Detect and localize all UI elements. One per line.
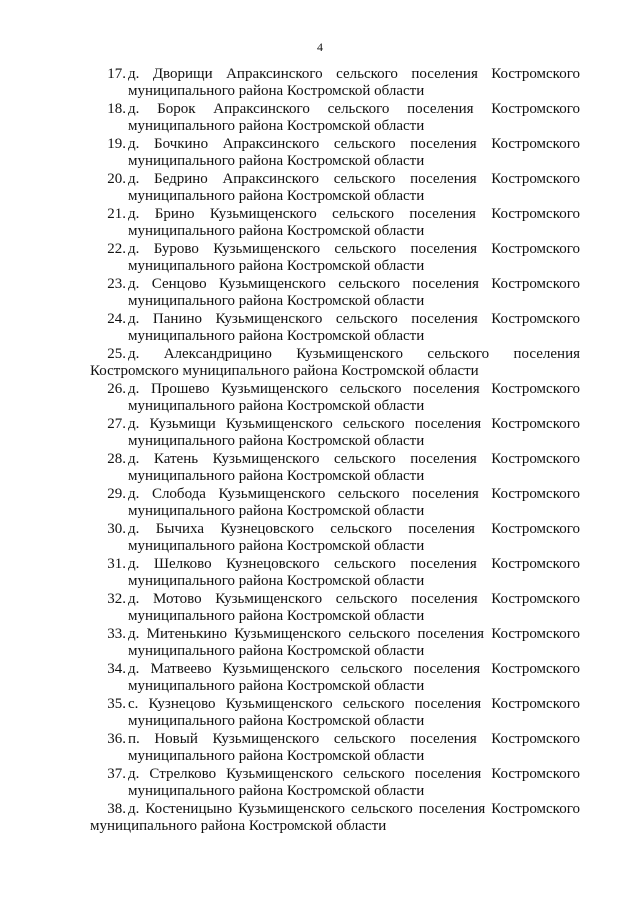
list-item (90, 731, 580, 764)
list-item (90, 766, 580, 799)
list-item-text: д. Мотово Кузьмищенского сельского поселения Костромского муниципального района Костромской области (128, 591, 580, 624)
list-item (90, 66, 580, 99)
list-item-number: 25. (107, 346, 126, 362)
list-item (90, 171, 580, 204)
list-item-number: 23. (107, 276, 126, 292)
list-item-text: д. Слобода Кузьмищенского сельского поселения Костромского муниципального района Костромской области (128, 486, 580, 519)
list-item-text: д. Бочкино Апраксинского сельского поселения Костромского муниципального района Костромской области (128, 136, 580, 169)
list-item-text: д. Брино Кузьмищенского сельского поселения Костромского муниципального района Костромской области (128, 206, 580, 239)
page-number: 4 (317, 40, 323, 54)
list-item-text: д. Бычиха Кузнецовского сельского поселения Костромского муниципального района Костромской области (128, 521, 580, 554)
list-item-number: 32. (107, 591, 126, 607)
list-item-text: с. Кузнецово Кузьмищенского сельского поселения Костромского муниципального района Костромской области (128, 696, 580, 729)
list-item-text: д. Дворищи Апраксинского сельского поселения Костромского муниципального района Костромской области (128, 66, 580, 99)
list-item-number: 35. (107, 696, 126, 712)
list-item-number: 33. (107, 626, 126, 642)
list-item-number: 37. (107, 766, 126, 782)
list-item (90, 311, 580, 344)
list-item-text: д. Борок Апраксинского сельского поселения Костромского муниципального района Костромской области (128, 101, 580, 134)
list-item-number: 28. (107, 451, 126, 467)
list-item (90, 206, 580, 239)
list-item (90, 451, 580, 484)
list-item (90, 486, 580, 519)
list-item-number: 29. (107, 486, 126, 502)
list-item-text: д. Панино Кузьмищенского сельского поселения Костромского муниципального района Костромской области (128, 311, 580, 344)
settlement-list (90, 66, 580, 836)
list-item (90, 276, 580, 309)
list-item-text: д. Катень Кузьмищенского сельского поселения Костромского муниципального района Костромской области (128, 451, 580, 484)
list-item-text: д. Сенцово Кузьмищенского сельского поселения Костромского муниципального района Костромской области (128, 276, 580, 309)
list-item-text: д. Бурово Кузьмищенского сельского поселения Костромского муниципального района Костромской области (128, 241, 580, 274)
list-item-number: 36. (107, 731, 126, 747)
list-item-text: д. Александрицино Кузьмищенского сельского поселения Костромского муниципального района Костромской области (90, 346, 580, 379)
list-item-text: д. Бедрино Апраксинского сельского поселения Костромского муниципального района Костромской области (128, 171, 580, 204)
list-item-text: д. Матвеево Кузьмищенского сельского поселения Костромского муниципального района Костромской области (128, 661, 580, 694)
list-item-number: 21. (107, 206, 126, 222)
list-item-text: д. Кузьмищи Кузьмищенского сельского поселения Костромского муниципального района Костромской области (128, 416, 580, 449)
list-item-number: 34. (107, 661, 126, 677)
list-item (90, 626, 580, 659)
list-item (90, 521, 580, 554)
list-item (90, 661, 580, 694)
list-item (90, 346, 580, 379)
list-item (90, 556, 580, 589)
list-item (90, 696, 580, 729)
list-item-text: д. Костеницыно Кузьмищенского сельского поселения Костромского муниципального района Костромской области (90, 801, 580, 834)
list-item-number: 19. (107, 136, 126, 152)
list-item-text: п. Новый Кузьмищенского сельского поселения Костромского муниципального района Костромской области (128, 731, 580, 764)
list-item-number: 30. (107, 521, 126, 537)
list-item (90, 591, 580, 624)
list-item (90, 381, 580, 414)
list-item (90, 241, 580, 274)
list-item-number: 31. (107, 556, 126, 572)
list-item-text: д. Шелково Кузнецовского сельского поселения Костромского муниципального района Костромской области (128, 556, 580, 589)
list-item-number: 22. (107, 241, 126, 257)
list-item-number: 26. (107, 381, 126, 397)
list-item (90, 136, 580, 169)
list-item-number: 17. (107, 66, 126, 82)
list-item-number: 38. (107, 801, 126, 817)
list-item-text: д. Прошево Кузьмищенского сельского поселения Костромского муниципального района Костромской области (128, 381, 580, 414)
list-item-number: 24. (107, 311, 126, 327)
list-item-number: 18. (107, 101, 126, 117)
list-item (90, 801, 580, 834)
list-item-number: 20. (107, 171, 126, 187)
list-item-number: 27. (107, 416, 126, 432)
list-item-text: д. Митенькино Кузьмищенского сельского поселения Костромского муниципального района Костромской области (128, 626, 580, 659)
list-item-text: д. Стрелково Кузьмищенского сельского поселения Костромского муниципального района Костромской области (128, 766, 580, 799)
list-item (90, 416, 580, 449)
list-item (90, 101, 580, 134)
